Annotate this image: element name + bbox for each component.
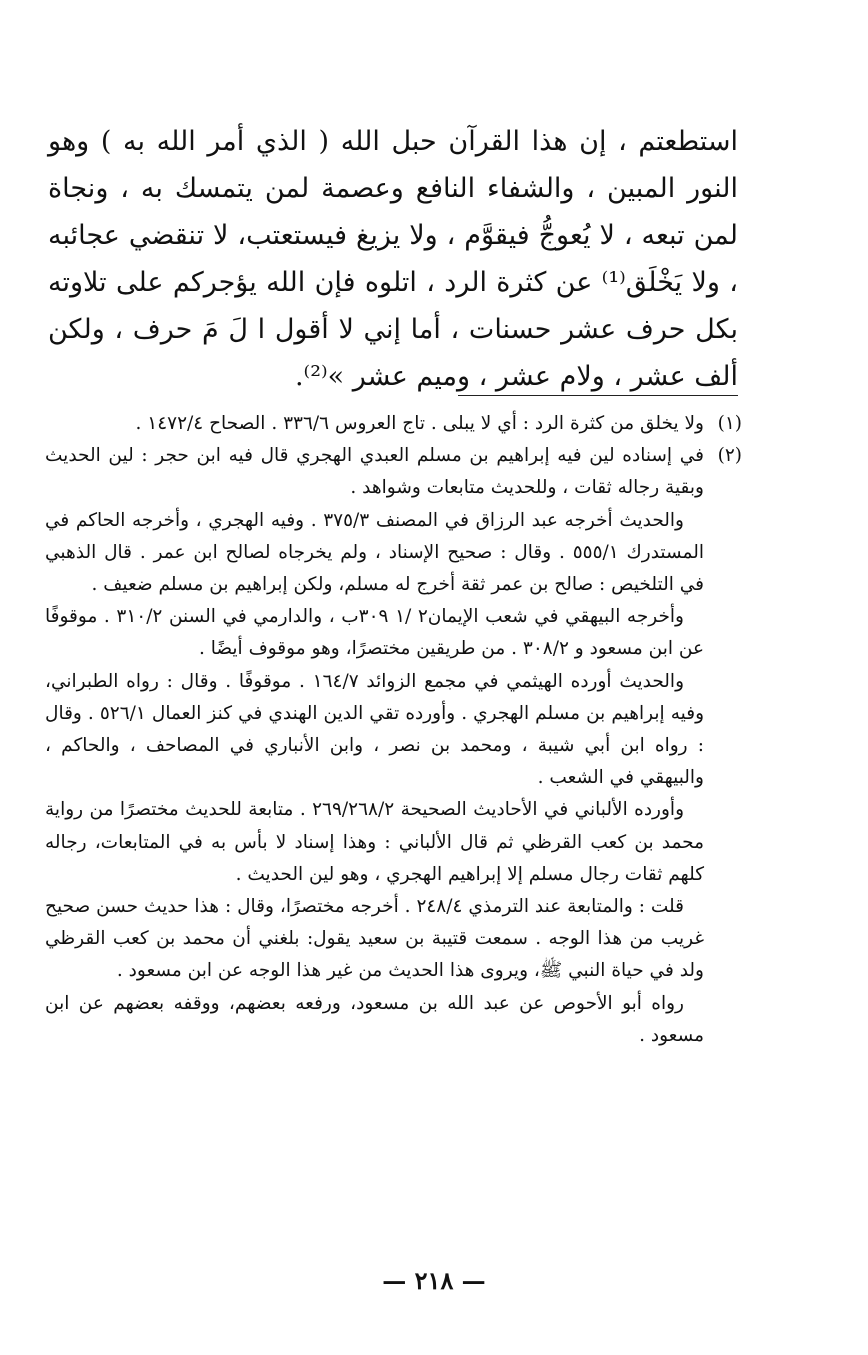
main-paragraph: استطعتم ، إن هذا القرآن حبل الله ( الذي أمر الله به ) وهو النور المبين ، والشفاء النافع وعصمة لمن يتمسك به ، ونجاة لمن تبعه ، لا يُعوجُّ فيقوَّم ، ولا يزيغ فيستعتب، لا تنقضي عجائبه ، ولا يَخْلَق⁽¹⁾ عن كثرة الرد ، اتلوه فإن الله يؤجركم على تلاوته بكل حرف عشر حسنات ، أما إني لا أقول ا لَ مَ حرف ، ولكن ألف عشر ، ولام عشر ، وميم عشر »⁽²⁾.: [48, 126, 738, 392]
footnote-number: (١): [717, 413, 742, 434]
footnote-divider: [458, 395, 738, 396]
page-number: — ٢١٨ —: [382, 1266, 486, 1295]
footnote-paragraph: ولا يخلق من كثرة الرد : أي لا يبلى . تاج العروس ٣٣٦/٦ . الصحاح ١٤٧٢/٤ .: [135, 413, 704, 434]
footnote-paragraph: والحديث أخرجه عبد الرزاق في المصنف ٣٧٥/٣ . وفيه الهجري ، وأخرجه الحاكم في المستدرك ٥٥٥/١ . وقال : صحيح الإسناد ، ولم يخرجاه لصالح ابن عمر . قال الذهبي في التلخيص : صالح بن عمر ثقة أخرج له مسلم، ولكن إبراهيم بن مسلم ضعيف .: [45, 509, 704, 596]
footnote-paragraph: قلت : والمتابعة عند الترمذي ٢٤٨/٤ . أخرجه مختصرًا، وقال : هذا حديث حسن صحيح غريب من هذا الوجه . سمعت قتيبة بن سعيد يقول: بلغني أن محمد بن كعب القرظي ولد في حياة النبي ﷺ، ويروى هذا الحديث من غير هذا الوجه عن ابن مسعود .: [45, 896, 704, 982]
footnote-paragraph: رواه أبو الأحوص عن عبد الله بن مسعود، ورفعه بعضهم، ووقفه بعضهم عن ابن مسعود .: [45, 992, 704, 1046]
footnote-paragraph: وأخرجه البيهقي في شعب الإيمان٢ /١ ٣٠٩ب ، والدارمي في السنن ٣١٠/٢ . موقوفًا عن ابن مسعود و ٣٠٨/٢ . من طريقين مختصرًا، وهو موقوف أيضًا .: [45, 606, 704, 660]
footnote-paragraph: والحديث أورده الهيثمي في مجمع الزوائد ١٦٤/٧ . موقوفًا . وقال : رواه الطبراني، وفيه إبراهيم بن مسلم الهجري . وأورده تقي الدين الهندي في كنز العمال ٥٢٦/١ . وقال : رواه ابن أبي شيبة ، ومحمد بن نصر ، وابن الأنباري في المصاحف ، والحاكم ، والبيهقي في الشعب .: [45, 670, 704, 789]
footnote-body: [45, 408, 704, 440]
main-text: [48, 118, 738, 400]
footnote-paragraph: في إسناده لين فيه إبراهيم بن مسلم العبدي الهجري قال فيه ابن حجر : لين الحديث وبقية رجاله ثقات ، وللحديث متابعات وشواهد .: [45, 445, 704, 499]
footnote-1: [45, 408, 742, 440]
footnote-2: [45, 440, 742, 1052]
footnote-paragraph: وأورده الألباني في الأحاديث الصحيحة ٢٦٩/٢٦٨/٢ . متابعة للحديث مختصرًا من رواية محمد بن كعب القرظي ثم قال الألباني : وهذا إسناد لا بأس به في المتابعات، رجاله كلهم ثقات رجال مسلم إلا إبراهيم الهجري ، وهو لين الحديث .: [45, 799, 704, 885]
footnote-body: [45, 440, 704, 1052]
footnote-number: (٢): [717, 445, 742, 467]
footnotes: [45, 408, 742, 1052]
